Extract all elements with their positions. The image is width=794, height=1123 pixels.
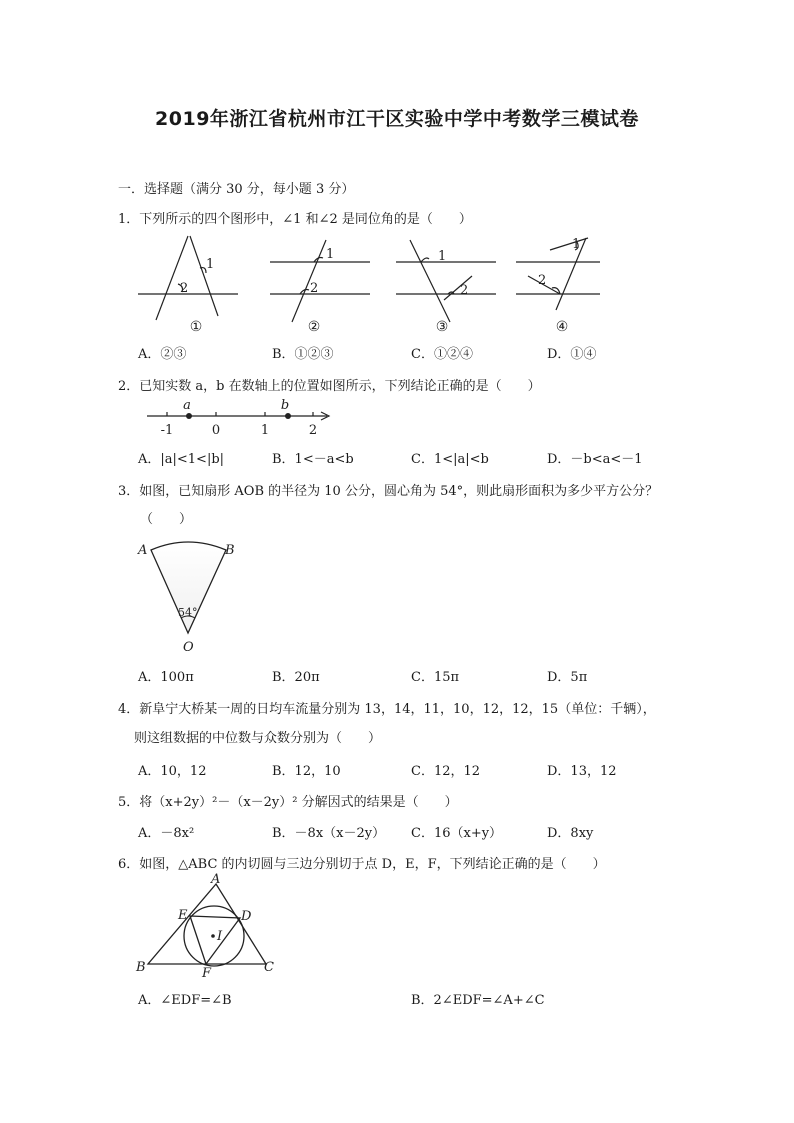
question-1-figures [130, 230, 610, 335]
page-title: 2019年浙江省杭州市江干区实验中学中考数学三模试卷 [155, 108, 639, 130]
option-b: B．－8x（x－2y） [272, 826, 386, 841]
option-b: B．12，10 [272, 764, 341, 779]
option-d: D．5π [547, 670, 588, 685]
question-6-stem: 6．如图，△ABC 的内切圆与三边分别切于点 D，E，F，下列结论正确的是（ ） [118, 857, 606, 872]
option-c: C．1<|a|<b [411, 452, 489, 467]
option-c: C．16（x+y） [411, 826, 503, 841]
option-a: A．100π [138, 670, 194, 685]
option-a: A．∠EDF=∠B [138, 993, 232, 1008]
question-4-stem: 4．新阜宁大桥某一周的日均车流量分别为 13，14，11，10，12，12，15（单位：千辆）， [118, 702, 656, 717]
number-line [145, 398, 335, 438]
tick-label: 2 [308, 423, 318, 438]
option-a: A．②③ [138, 347, 187, 362]
incircle-figure [134, 872, 284, 980]
point-a-label: A [138, 543, 148, 558]
option-c: C．15π [411, 670, 460, 685]
option-c: C．①②④ [411, 347, 473, 362]
point-o-label: O [183, 640, 194, 655]
tick-label: -1 [160, 423, 174, 438]
option-b: B．①②③ [272, 347, 334, 362]
point-f-label: F [202, 966, 212, 981]
point-b-label: b [280, 398, 290, 413]
question-3-stem: 3．如图，已知扇形 AOB 的半径为 10 公分，圆心角为 54°，则此扇形面积为多少平方公分？ [118, 484, 659, 499]
angle-label: 1 [572, 237, 581, 252]
section-heading: 一．选择题（满分 30 分，每小题 3 分） [118, 182, 355, 197]
question-4-stem-cont: 则这组数据的中位数与众数分别为（ ） [134, 731, 382, 746]
tick-label: 1 [260, 423, 270, 438]
point-i-label: I [217, 929, 223, 944]
point-a-label: A [211, 872, 221, 887]
option-c: C．12，12 [411, 764, 481, 779]
question-1-stem: 1．下列所示的四个图形中，∠1 和∠2 是同位角的是（ ） [118, 212, 472, 227]
point-b-label: B [136, 960, 146, 975]
option-b: B．2∠EDF=∠A+∠C [411, 993, 545, 1008]
angle-label: 1 [326, 247, 335, 262]
option-a: A．－8x² [138, 826, 195, 841]
angle-label: 1 [206, 257, 215, 272]
angle-label: 2 [460, 283, 469, 298]
point-a-label: a [183, 398, 191, 413]
point-b-label: B [225, 543, 235, 558]
angle-label: 2 [538, 273, 547, 288]
question-5-stem: 5．将（x+2y）²－（x－2y）² 分解因式的结果是（ ） [118, 795, 458, 810]
angle-label: 1 [438, 249, 447, 264]
figure-label: ③ [435, 319, 449, 335]
option-d: D．－b<a<－1 [547, 452, 643, 467]
option-d: D．13，12 [547, 764, 617, 779]
angle-label: 2 [180, 281, 189, 296]
figure-label: ④ [555, 319, 569, 335]
angle-label: 54° [178, 606, 198, 619]
figure-label: ① [189, 319, 203, 335]
point-d-label: D [241, 909, 252, 924]
option-d: D．①④ [547, 347, 597, 362]
point-c-label: C [264, 960, 274, 975]
point-e-label: E [178, 908, 188, 923]
option-d: D．8xy [547, 826, 594, 841]
sector-figure [134, 536, 244, 654]
question-2-stem: 2．已知实数 a，b 在数轴上的位置如图所示，下列结论正确的是（ ） [118, 379, 541, 394]
option-a: A．|a|<1<|b| [138, 452, 225, 467]
option-b: B．1<－a<b [272, 452, 354, 467]
angle-label: 2 [310, 281, 319, 296]
tick-label: 0 [211, 423, 221, 438]
figure-label: ② [307, 319, 321, 335]
option-a: A．10，12 [138, 764, 207, 779]
question-3-stem-cont: （ ） [140, 512, 193, 527]
option-b: B．20π [272, 670, 320, 685]
